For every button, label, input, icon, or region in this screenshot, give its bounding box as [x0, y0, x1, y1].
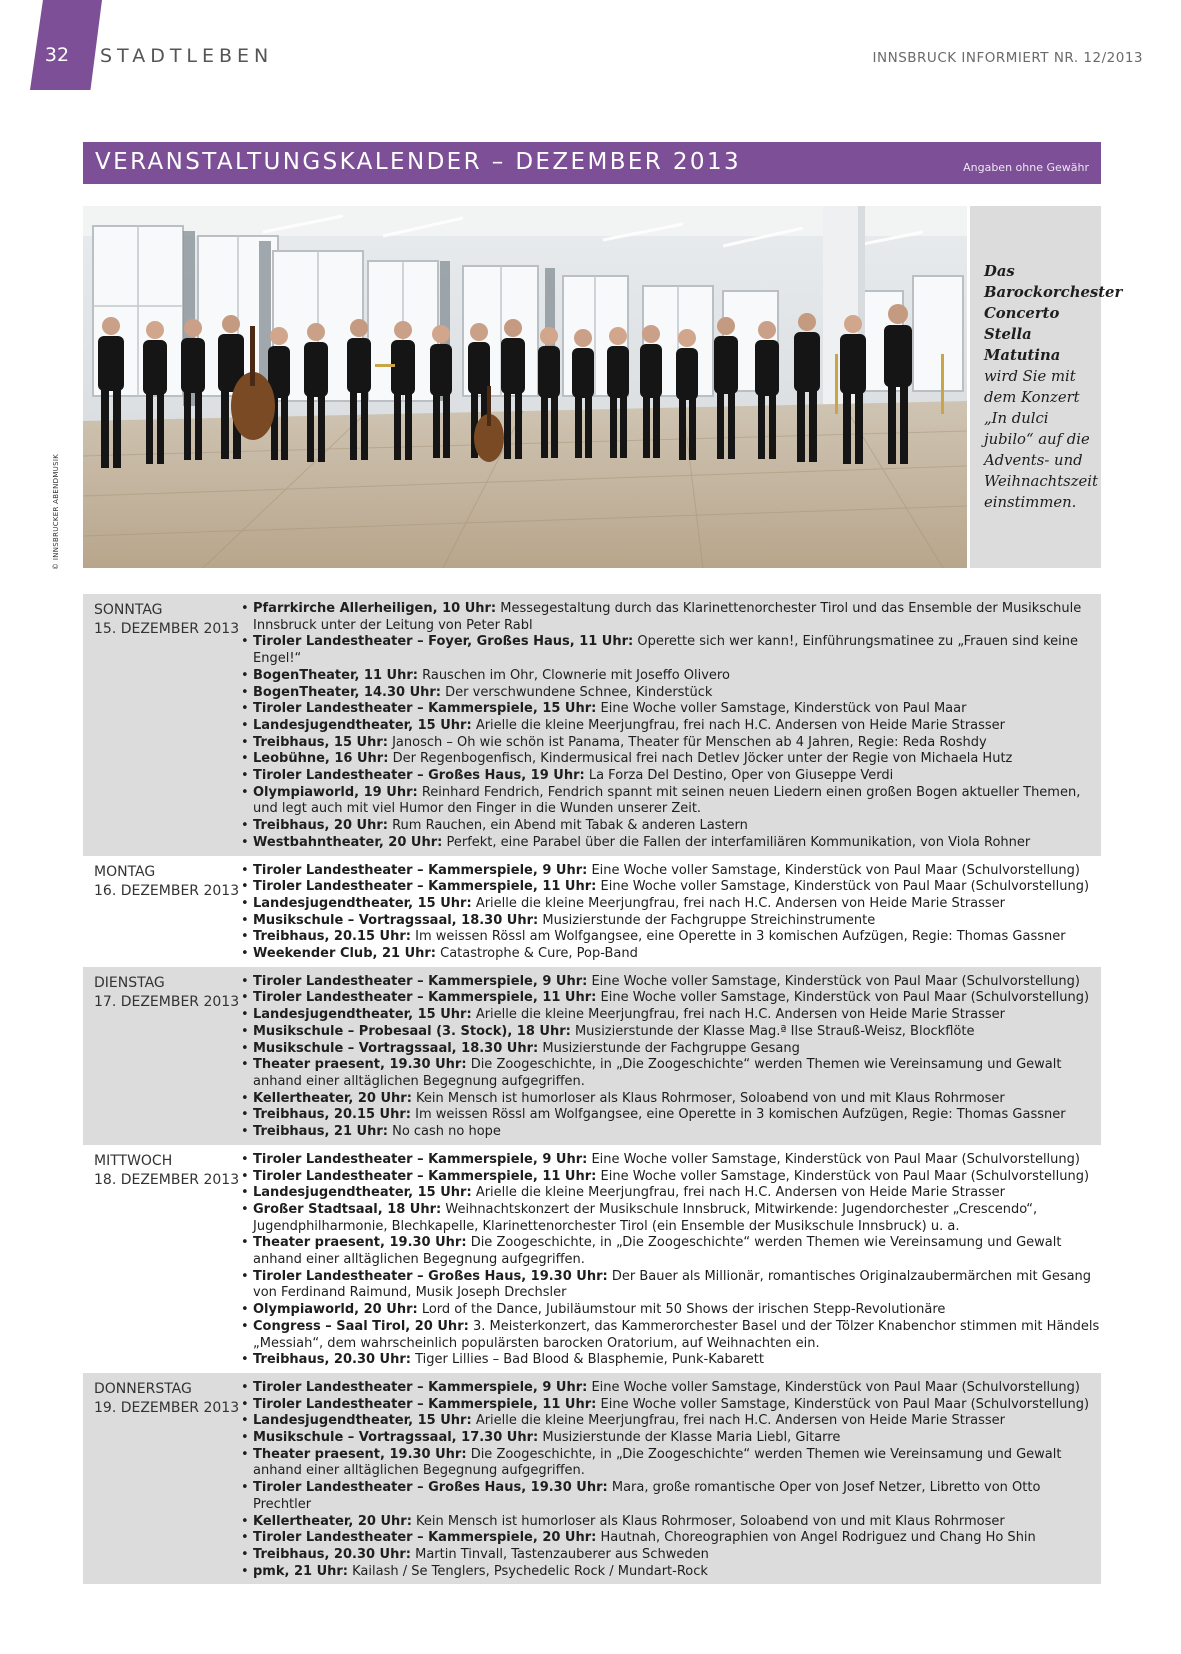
event-description: Im weissen Rössl am Wolfgangsee, eine Operette in 3 komischen Aufzügen, Regie: Thomas Gassner	[415, 1107, 1066, 1123]
event-item	[240, 896, 1101, 913]
event-item	[240, 1530, 1101, 1547]
day-block	[83, 1373, 1101, 1584]
event-venue: Treibhaus, 20.15 Uhr:	[253, 929, 411, 945]
event-item	[240, 1024, 1101, 1041]
weekday: DONNERSTAG	[94, 1380, 192, 1397]
event-description: Arielle die kleine Meerjungfrau, frei nach H.C. Andersen von Heide Marie Strasser	[475, 1185, 1006, 1201]
event-description: Janosch – Oh wie schön ist Panama, Theater für Menschen ab 4 Jahren, Regie: Reda Roshdy	[392, 734, 987, 750]
event-description: La Forza Del Destino, Oper von Giuseppe Verdi	[588, 768, 894, 784]
event-item	[240, 1397, 1101, 1414]
event-item	[240, 1107, 1101, 1124]
event-item	[240, 1269, 1101, 1302]
event-description: Reinhard Fendrich, Fendrich spannt mit seinen neuen Liedern einen großen Bogen aktueller Themen, und legt auch mit viel Humor den Finger in die Wunden unserer Zeit.	[253, 784, 1081, 817]
date: 15. DEZEMBER 2013	[94, 621, 240, 637]
event-description: Eine Woche voller Samstage, Kinderstück von Paul Maar (Schulvorstellung)	[591, 973, 1080, 989]
event-item	[240, 1547, 1101, 1564]
day-date	[83, 1152, 240, 1369]
event-venue: Tiroler Landestheater – Kammerspiele, 9 Uhr:	[253, 973, 588, 989]
event-item	[240, 1169, 1101, 1186]
event-description: Eine Woche voller Samstage, Kinderstück von Paul Maar	[600, 701, 967, 717]
event-description: Messegestaltung durch das Klarinettenorchester Tirol und das Ensemble der Musikschule Innsbruck unter der Leitung von Peter Rabl	[253, 601, 1082, 633]
photo-caption	[984, 261, 1123, 513]
day-date	[83, 863, 240, 963]
caption-text: wird Sie mit dem Konzert „In dulci jubilo“ auf die Advents- und Weihnachtszeit einstimmen.	[984, 368, 1098, 511]
event-description: Eine Woche voller Samstage, Kinderstück von Paul Maar (Schulvorstellung)	[591, 1151, 1080, 1167]
event-calendar	[83, 594, 1101, 1584]
event-description: Martin Tinvall, Tastenzauberer aus Schweden	[415, 1546, 709, 1562]
day-date	[83, 1380, 240, 1580]
section-title: STADTLEBEN	[100, 45, 274, 67]
event-venue: Tiroler Landestheater – Kammerspiele, 9 Uhr:	[253, 862, 588, 878]
event-item	[240, 785, 1101, 818]
photo-caption-box	[970, 206, 1123, 568]
event-description: Rauschen im Ohr, Clownerie mit Joseffo Olivero	[422, 667, 730, 683]
weekday: MONTAG	[94, 863, 156, 880]
orchestra-photo	[83, 206, 967, 568]
event-description: No cash no hope	[392, 1124, 501, 1140]
event-description: Mara, große romantische Oper von Josef Netzer, Libretto von Otto Prechtler	[253, 1480, 1041, 1512]
event-venue: Tiroler Landestheater – Kammerspiele, 11 Uhr:	[253, 1396, 597, 1412]
event-item	[240, 1057, 1101, 1090]
event-description: Arielle die kleine Meerjungfrau, frei nach H.C. Andersen von Heide Marie Strasser	[475, 895, 1006, 911]
event-description: Im weissen Rössl am Wolfgangsee, eine Operette in 3 komischen Aufzügen, Regie: Thomas Gassner	[415, 929, 1066, 945]
event-list	[240, 974, 1101, 1141]
event-description: Eine Woche voller Samstage, Kinderstück von Paul Maar (Schulvorstellung)	[600, 990, 1090, 1006]
event-venue: Weekender Club, 21 Uhr:	[253, 946, 436, 962]
day-block	[83, 1145, 1101, 1373]
event-venue: BogenTheater, 11 Uhr:	[253, 667, 418, 683]
event-item	[240, 1480, 1101, 1513]
event-item	[240, 1091, 1101, 1108]
page-title: VERANSTALTUNGSKALENDER – DEZEMBER 2013	[95, 149, 742, 175]
event-item	[240, 634, 1101, 667]
event-description: Weihnachtskonzert der Musikschule Innsbruck, Mitwirkende: Jugendorchester „Crescendo“, Jugendphilharmonie, Blechkapelle, Klarinettenorchester Tirol (ein Ensemble der Musikschule Innsbruck) u. a.	[253, 1201, 1038, 1234]
event-item	[240, 1041, 1101, 1058]
date: 19. DEZEMBER 2013	[94, 1399, 240, 1416]
event-item	[240, 1235, 1101, 1268]
event-description: Arielle die kleine Meerjungfrau, frei nach H.C. Andersen von Heide Marie Strasser	[475, 1413, 1006, 1429]
event-venue: Congress – Saal Tirol, 20 Uhr:	[253, 1318, 469, 1334]
event-venue: Treibhaus, 15 Uhr:	[253, 734, 388, 750]
event-item	[240, 990, 1101, 1007]
event-description: Musizierstunde der Klasse Maria Liebl, Gitarre	[542, 1430, 841, 1446]
event-item	[240, 685, 1101, 702]
photo-credit: © INNSBRUCKER ABENDMUSIK	[52, 453, 60, 570]
event-item	[240, 913, 1101, 930]
event-venue: Tiroler Landestheater – Foyer, Großes Haus, 11 Uhr:	[253, 634, 634, 650]
event-item	[240, 879, 1101, 896]
weekday: DIENSTAG	[94, 974, 165, 991]
event-description: Der verschwundene Schnee, Kinderstück	[445, 684, 713, 700]
event-item	[240, 1380, 1101, 1397]
event-venue: Olympiaworld, 20 Uhr:	[253, 1302, 418, 1318]
event-venue: Treibhaus, 20.30 Uhr:	[253, 1546, 411, 1562]
day-block	[83, 856, 1101, 967]
event-item	[240, 768, 1101, 785]
event-venue: Treibhaus, 20.30 Uhr:	[253, 1352, 411, 1368]
event-venue: pmk, 21 Uhr:	[253, 1563, 348, 1579]
event-venue: Kellertheater, 20 Uhr:	[253, 1090, 412, 1106]
calendar-title-bar	[83, 142, 1101, 184]
event-item	[240, 1447, 1101, 1480]
event-venue: Musikschule – Vortragssaal, 18.30 Uhr:	[253, 912, 539, 928]
event-venue: Pfarrkirche Allerheiligen, 10 Uhr:	[253, 601, 497, 616]
disclaimer: Angaben ohne Gewähr	[963, 161, 1089, 174]
event-description: Die Zoogeschichte, in „Die Zoogeschichte“ werden Themen wie Vereinsamung und Gewalt anhand einer alltäglichen Begegnung aufgegriffen.	[253, 1057, 1062, 1089]
orchestra-photo-illustration	[83, 206, 967, 568]
event-item	[240, 1564, 1101, 1581]
event-venue: Landesjugendtheater, 15 Uhr:	[253, 1007, 472, 1023]
event-item	[240, 1352, 1101, 1369]
event-description: Kein Mensch ist humorloser als Klaus Rohrmoser, Soloabend von und mit Klaus Rohrmoser	[416, 1090, 1005, 1106]
event-description: Operette sich wer kann!, Einführungsmatinee zu „Frauen sind keine Engel!“	[253, 634, 1078, 667]
event-description: Arielle die kleine Meerjungfrau, frei nach H.C. Andersen von Heide Marie Strasser	[475, 717, 1006, 733]
event-item	[240, 1514, 1101, 1531]
caption-highlight: Das Barockorchester Concerto Stella Matutina	[984, 263, 1123, 364]
event-venue: Landesjugendtheater, 15 Uhr:	[253, 1413, 472, 1429]
event-description: Eine Woche voller Samstage, Kinderstück von Paul Maar (Schulvorstellung)	[600, 879, 1090, 895]
event-venue: Tiroler Landestheater – Kammerspiele, 11 Uhr:	[253, 1168, 597, 1184]
event-venue: Tiroler Landestheater – Kammerspiele, 11 Uhr:	[253, 879, 597, 895]
event-item	[240, 946, 1101, 963]
event-item	[240, 1124, 1101, 1141]
event-item	[240, 1302, 1101, 1319]
event-item	[240, 929, 1101, 946]
event-venue: Tiroler Landestheater – Großes Haus, 19.30 Uhr:	[253, 1480, 608, 1496]
event-item	[240, 835, 1101, 852]
event-description: Catastrophe & Cure, Pop-Band	[440, 946, 638, 962]
event-item	[240, 701, 1101, 718]
event-description: Der Bauer als Millionär, romantisches Originalzaubermärchen mit Gesang von Ferdinand Raimund, Musik Joseph Drechsler	[253, 1268, 1092, 1301]
event-item	[240, 668, 1101, 685]
event-venue: Theater praesent, 19.30 Uhr:	[253, 1235, 467, 1251]
event-description: 3. Meisterkonzert, das Kammerorchester Basel und der Tölzer Knabenchor stimmen mit Händels „Messiah“, dem wahrscheinlich populärsten barocken Oratorium, auf Weihnachten ein.	[253, 1318, 1100, 1351]
event-venue: Theater praesent, 19.30 Uhr:	[253, 1057, 467, 1073]
event-description: Tiger Lillies – Bad Blood & Blasphemie, Punk-Kabarett	[415, 1352, 764, 1368]
event-venue: Tiroler Landestheater – Großes Haus, 19 Uhr:	[253, 768, 585, 784]
event-description: Eine Woche voller Samstage, Kinderstück von Paul Maar (Schulvorstellung)	[600, 1396, 1090, 1412]
event-description: Arielle die kleine Meerjungfrau, frei nach H.C. Andersen von Heide Marie Strasser	[475, 1007, 1006, 1023]
event-venue: Tiroler Landestheater – Kammerspiele, 9 Uhr:	[253, 1379, 588, 1395]
event-venue: Treibhaus, 20.15 Uhr:	[253, 1107, 411, 1123]
event-description: Musizierstunde der Fachgruppe Streichinstrumente	[542, 912, 876, 928]
event-description: Der Regenbogenfisch, Kindermusical frei nach Detlev Jöcker unter der Regie von Michaela Hutz	[392, 751, 1013, 767]
event-item	[240, 1007, 1101, 1024]
event-venue: Treibhaus, 21 Uhr:	[253, 1124, 388, 1140]
event-venue: Landesjugendtheater, 15 Uhr:	[253, 1185, 472, 1201]
event-venue: BogenTheater, 14.30 Uhr:	[253, 684, 441, 700]
event-item	[240, 818, 1101, 835]
event-description: Kein Mensch ist humorloser als Klaus Rohrmoser, Soloabend von und mit Klaus Rohrmoser	[416, 1513, 1005, 1529]
event-description: Hautnah, Choreographien von Angel Rodriguez und Chang Ho Shin	[600, 1530, 1036, 1546]
day-block	[83, 967, 1101, 1145]
page-number: 32	[44, 44, 70, 66]
event-item	[240, 1152, 1101, 1169]
date: 18. DEZEMBER 2013	[94, 1171, 240, 1188]
event-venue: Musikschule – Probesaal (3. Stock), 18 Uhr:	[253, 1023, 571, 1039]
issue-label: INNSBRUCK INFORMIERT NR. 12/2013	[872, 50, 1143, 66]
event-item	[240, 1430, 1101, 1447]
event-venue: Tiroler Landestheater – Kammerspiele, 9 Uhr:	[253, 1151, 588, 1167]
event-list	[240, 1380, 1101, 1580]
event-venue: Olympiaworld, 19 Uhr:	[253, 784, 418, 800]
date: 17. DEZEMBER 2013	[94, 993, 240, 1010]
event-list	[240, 1152, 1101, 1369]
event-venue: Tiroler Landestheater – Großes Haus, 19.30 Uhr:	[253, 1268, 608, 1284]
event-item	[240, 863, 1101, 880]
event-venue: Leobühne, 16 Uhr:	[253, 751, 389, 767]
event-item	[240, 751, 1101, 768]
event-item	[240, 718, 1101, 735]
date: 16. DEZEMBER 2013	[94, 882, 240, 899]
day-block	[83, 594, 1101, 856]
event-item	[240, 1202, 1101, 1235]
day-date	[83, 601, 240, 852]
weekday: MITTWOCH	[94, 1152, 173, 1169]
event-venue: Theater praesent, 19.30 Uhr:	[253, 1446, 467, 1462]
event-list	[240, 601, 1101, 852]
event-venue: Kellertheater, 20 Uhr:	[253, 1513, 412, 1529]
event-description: Eine Woche voller Samstage, Kinderstück von Paul Maar (Schulvorstellung)	[591, 862, 1080, 878]
event-venue: Tiroler Landestheater – Kammerspiele, 20 Uhr:	[253, 1530, 597, 1546]
event-venue: Landesjugendtheater, 15 Uhr:	[253, 717, 472, 733]
event-venue: Tiroler Landestheater – Kammerspiele, 15 Uhr:	[253, 701, 597, 717]
event-item	[240, 1413, 1101, 1430]
event-venue: Tiroler Landestheater – Kammerspiele, 11 Uhr:	[253, 990, 597, 1006]
event-list	[240, 863, 1101, 963]
weekday: SONNTAG	[94, 602, 163, 618]
event-venue: Treibhaus, 20 Uhr:	[253, 818, 388, 834]
event-description: Musizierstunde der Klasse Mag.ª Ilse Strauß-Weisz, Blockflöte	[574, 1023, 975, 1039]
event-venue: Musikschule – Vortragssaal, 17.30 Uhr:	[253, 1430, 539, 1446]
event-description: Rum Rauchen, ein Abend mit Tabak & anderen Lastern	[392, 818, 748, 834]
event-item	[240, 735, 1101, 752]
event-item	[240, 1319, 1101, 1352]
event-description: Die Zoogeschichte, in „Die Zoogeschichte“ werden Themen wie Vereinsamung und Gewalt anhand einer alltäglichen Begegnung aufgegriffen.	[253, 1235, 1062, 1268]
event-venue: Westbahntheater, 20 Uhr:	[253, 834, 443, 850]
event-item	[240, 601, 1101, 634]
event-item	[240, 974, 1101, 991]
event-description: Die Zoogeschichte, in „Die Zoogeschichte“ werden Themen wie Vereinsamung und Gewalt anhand einer alltäglichen Begegnung aufgegriffen.	[253, 1446, 1062, 1479]
event-venue: Landesjugendtheater, 15 Uhr:	[253, 895, 472, 911]
event-description: Kailash / Se Tenglers, Psychedelic Rock / Mundart-Rock	[352, 1563, 708, 1579]
event-description: Perfekt, eine Parabel über die Fallen der interfamiliären Kommunikation, von Viola Rohner	[446, 834, 1031, 850]
event-description: Musizierstunde der Fachgruppe Gesang	[542, 1040, 800, 1056]
event-item	[240, 1185, 1101, 1202]
event-description: Eine Woche voller Samstage, Kinderstück von Paul Maar (Schulvorstellung)	[591, 1379, 1080, 1395]
event-venue: Großer Stadtsaal, 18 Uhr:	[253, 1201, 442, 1217]
event-description: Eine Woche voller Samstage, Kinderstück von Paul Maar (Schulvorstellung)	[600, 1168, 1090, 1184]
event-venue: Musikschule – Vortragssaal, 18.30 Uhr:	[253, 1040, 539, 1056]
event-description: Lord of the Dance, Jubiläumstour mit 50 Shows der irischen Stepp-Revolutionäre	[421, 1302, 946, 1318]
day-date	[83, 974, 240, 1141]
